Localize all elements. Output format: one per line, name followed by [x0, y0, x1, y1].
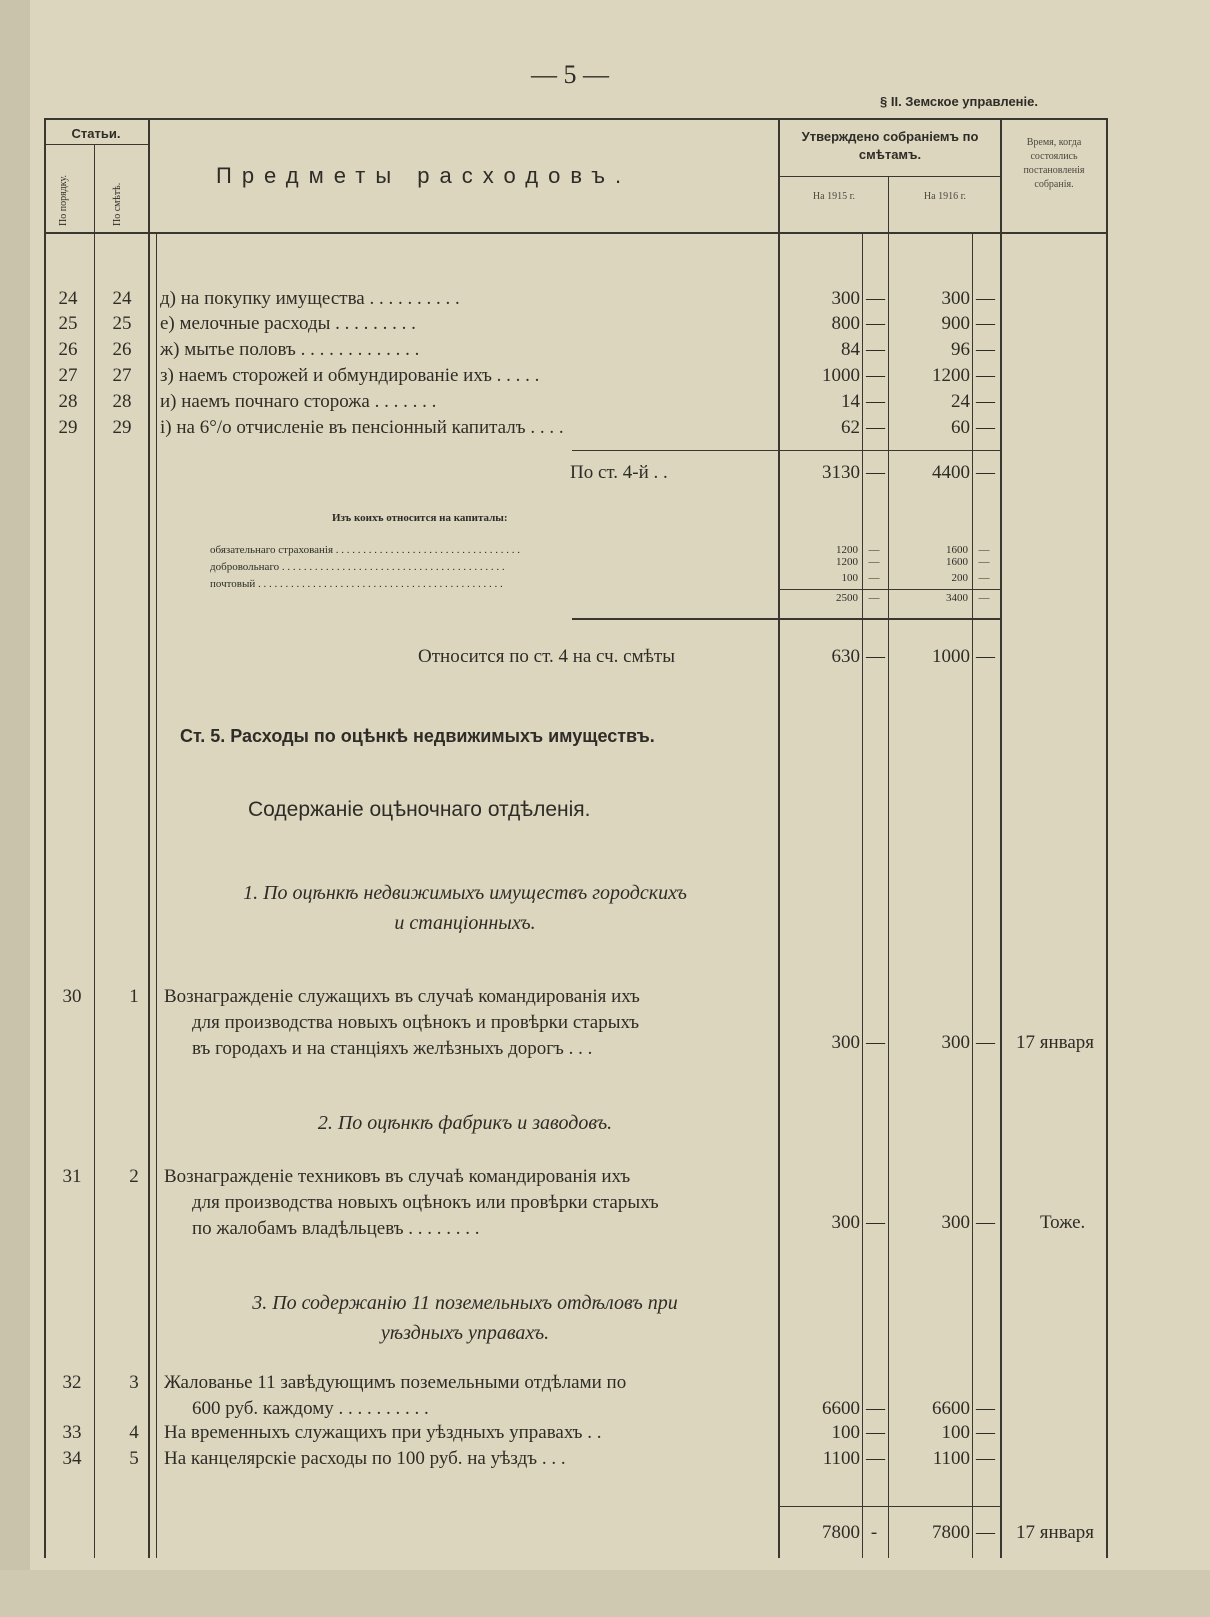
- kop-1915: —: [866, 417, 885, 438]
- row-text: На временныхъ служащихъ при уѣздныхъ управахъ . .: [164, 1422, 602, 1443]
- capital-label: обязательнаго страхованія . . . . . . . . . . . . . . . . . . . . . . . . . . . . . . . . . .: [210, 544, 520, 556]
- relates-1915: 630: [831, 646, 860, 667]
- total-st4-1915: 3130: [822, 462, 860, 483]
- row-text: з) наемъ сторожей и обмундированіе ихъ . . . . .: [160, 365, 540, 386]
- amount-1916: 1200: [932, 365, 970, 386]
- row-text: и) наемъ почнаго сторожа . . . . . . .: [160, 391, 437, 412]
- header-articles: Статьи.: [71, 126, 121, 141]
- capitals-total-1915: 2500: [836, 592, 858, 604]
- capital-label: почтовый . . . . . . . . . . . . . . . . . . . . . . . . . . . . . . . . . . . . . . . . . . . . .: [210, 578, 503, 590]
- resolution-date: 17 января: [1016, 1522, 1095, 1543]
- row-text: е) мелочные расходы . . . . . . . . .: [160, 313, 416, 334]
- kop-1915: —: [868, 544, 880, 556]
- amount-1916: 300: [941, 288, 970, 309]
- row-estimate-num: 25: [112, 313, 132, 334]
- row-estimate-num: 5: [129, 1448, 139, 1469]
- amount-1915: 100: [831, 1422, 860, 1443]
- section-title: § II. Земское управленіе.: [880, 94, 1038, 109]
- col-border-1916-kop: [972, 232, 973, 1558]
- resolution-date: 17 января: [1016, 1032, 1095, 1053]
- kop-1916: —: [978, 592, 990, 604]
- page-edge-left: [0, 0, 30, 1617]
- final-total-1915: 7800: [822, 1522, 860, 1543]
- row-text-line: по жалобамъ владѣльцевъ . . . . . . . .: [192, 1218, 480, 1239]
- header-divider-years: [780, 176, 1000, 177]
- st5-title: Ст. 5. Расходы по оцѣнкѣ недвижимыхъ имуществъ.: [180, 726, 655, 746]
- header-by-estimate: По смѣтѣ.: [112, 182, 123, 226]
- col-border-subjects: [156, 232, 157, 1558]
- subsection-3-line1: 3. По содержанію 11 поземельныхъ отдѣловъ при: [252, 1292, 678, 1314]
- subsection-1-line1: 1. По оцѣнкѣ недвижимыхъ имуществъ городскихъ: [243, 882, 687, 904]
- kop-1916: —: [976, 646, 995, 667]
- row-text: На канцелярскіе расходы по 100 руб. на уѣздъ . . .: [164, 1448, 566, 1469]
- row-text: д) на покупку имущества . . . . . . . . . .: [160, 288, 460, 309]
- row-estimate-num: 24: [112, 288, 132, 309]
- col-border-order: [94, 144, 95, 1558]
- amount-1916: 24: [951, 391, 970, 412]
- row-estimate-num: 4: [129, 1422, 139, 1443]
- row-text-line: Вознагражденіе техниковъ въ случаѣ командированія ихъ: [164, 1166, 631, 1187]
- row-order-num: 28: [58, 391, 78, 412]
- kop-1916: —: [978, 556, 990, 568]
- st5-subtitle: Содержаніе оцѣночнаго отдѣленія.: [248, 798, 591, 821]
- capital-1915: 1200: [836, 556, 858, 568]
- amount-1916: 300: [941, 1212, 970, 1233]
- row-text-line: Вознагражденіе служащихъ въ случаѣ командированія ихъ: [164, 986, 640, 1007]
- amount-1916: 100: [941, 1422, 970, 1443]
- kop-1915: —: [866, 1032, 885, 1053]
- kop-1915: -: [870, 1522, 878, 1543]
- amount-1915: 1100: [822, 1448, 860, 1469]
- kop-1915: —: [866, 313, 885, 334]
- kop-1916: —: [976, 391, 995, 412]
- amount-1915: 84: [841, 339, 860, 360]
- kop-1916: —: [976, 1522, 995, 1543]
- row-order-num: 25: [58, 313, 78, 334]
- capitals-total-1916: 3400: [946, 592, 968, 604]
- kop-1916: —: [976, 1448, 995, 1469]
- row-estimate-num: 28: [112, 391, 132, 412]
- header-by-order: По порядку.: [58, 175, 69, 226]
- row-order-num: 31: [62, 1166, 82, 1187]
- capital-label: добровольнаго . . . . . . . . . . . . . . . . . . . . . . . . . . . . . . . . . . . . . . . . .: [210, 561, 505, 573]
- kop-1915: —: [868, 572, 880, 584]
- capital-1916: 200: [951, 572, 968, 584]
- amount-1915: 800: [831, 313, 860, 334]
- kop-1915: —: [866, 391, 885, 412]
- kop-1915: —: [868, 556, 880, 568]
- kop-1916: —: [976, 417, 995, 438]
- kop-1916: —: [976, 365, 995, 386]
- row-text-line: для производства новыхъ оцѣнокъ и провѣрки старыхъ: [192, 1012, 640, 1033]
- row-estimate-num: 27: [112, 365, 132, 386]
- total-st4-label: По ст. 4-й . .: [570, 462, 668, 483]
- kop-1916: —: [976, 1422, 995, 1443]
- header-time: Время, когда состоялись постановленія собранія.: [1023, 137, 1085, 190]
- row-text-line: для производства новыхъ оцѣнокъ или провѣрки старыхъ: [192, 1192, 659, 1213]
- col-border-time: [1000, 118, 1002, 1558]
- kop-1915: —: [866, 288, 885, 309]
- kop-1915: —: [866, 1422, 885, 1443]
- kop-1915: —: [866, 646, 885, 667]
- row-estimate-num: 26: [112, 339, 132, 360]
- kop-1916: —: [976, 462, 995, 483]
- kop-1916: —: [976, 288, 995, 309]
- col-border-right: [1106, 118, 1108, 1558]
- capital-1916: 1600: [946, 556, 968, 568]
- row-text-line: 600 руб. каждому . . . . . . . . . .: [192, 1398, 429, 1419]
- kop-1915: —: [866, 1212, 885, 1233]
- header-approved: Утверждено собраніемъ по смѣтамъ.: [801, 129, 979, 162]
- row-estimate-num: 2: [129, 1166, 139, 1187]
- capital-1915: 1200: [836, 544, 858, 556]
- amount-1915: 300: [831, 288, 860, 309]
- kop-1915: —: [866, 1398, 885, 1419]
- header-bottom-border: [44, 232, 1108, 234]
- amount-1915: 14: [841, 391, 860, 412]
- subsection-1-line2: и станціонныхъ.: [394, 912, 536, 934]
- amount-1916: 1100: [932, 1448, 970, 1469]
- row-order-num: 34: [62, 1448, 82, 1469]
- col-border-1915: [778, 118, 780, 1558]
- subsection-3-line2: уѣздныхъ управахъ.: [380, 1322, 550, 1344]
- amount-1916: 96: [951, 339, 970, 360]
- total-st4-1916: 4400: [932, 462, 970, 483]
- final-rule: [780, 1506, 1000, 1507]
- amount-1915: 300: [831, 1032, 860, 1053]
- header-subjects: Предметы расходовъ.: [216, 163, 632, 188]
- subsection-2: 2. По оцѣнкѣ фабрикъ и заводовъ.: [317, 1112, 613, 1134]
- kop-1915: —: [866, 365, 885, 386]
- amount-1916: 6600: [932, 1398, 970, 1419]
- capital-1915: 100: [841, 572, 858, 584]
- final-total-1916: 7800: [932, 1522, 970, 1543]
- capitals-title: Изъ коихъ относится на капиталы:: [332, 512, 508, 524]
- kop-1916: —: [976, 1398, 995, 1419]
- amount-1915: 62: [841, 417, 860, 438]
- relates-1916: 1000: [932, 646, 970, 667]
- capitals-total-rule: [572, 618, 1000, 620]
- row-order-num: 29: [58, 417, 78, 438]
- kop-1915: —: [866, 339, 885, 360]
- col-border-estimate: [148, 118, 150, 1558]
- row-order-num: 30: [62, 986, 82, 1007]
- kop-1915: —: [866, 1448, 885, 1469]
- col-border-left: [44, 118, 46, 1558]
- kop-1916: —: [976, 1032, 995, 1053]
- row-text: і) на 6°/о отчисленіе въ пенсіонный капиталъ . . . .: [160, 417, 564, 438]
- kop-1916: —: [978, 572, 990, 584]
- amount-1916: 300: [941, 1032, 970, 1053]
- capital-1916: 1600: [946, 544, 968, 556]
- kop-1915: —: [868, 592, 880, 604]
- col-border-1916: [888, 176, 889, 1558]
- row-text: ж) мытье половъ . . . . . . . . . . . . .: [160, 339, 420, 360]
- amount-1916: 60: [951, 417, 970, 438]
- row-order-num: 33: [62, 1422, 82, 1443]
- amount-1915: 6600: [822, 1398, 860, 1419]
- row-order-num: 26: [58, 339, 78, 360]
- kop-1916: —: [976, 339, 995, 360]
- capitals-rule: [780, 589, 1000, 590]
- subtotal-rule: [572, 450, 1000, 451]
- table-top-border: [44, 118, 1108, 120]
- row-order-num: 24: [58, 288, 78, 309]
- amount-1916: 900: [941, 313, 970, 334]
- header-1916: На 1916 г.: [923, 191, 967, 202]
- kop-1916: —: [978, 544, 990, 556]
- amount-1915: 300: [831, 1212, 860, 1233]
- header-divider-articles: [44, 144, 148, 145]
- col-border-1915-kop: [862, 232, 863, 1558]
- row-estimate-num: 29: [112, 417, 132, 438]
- row-text-line: въ городахъ и на станціяхъ желѣзныхъ дорогъ . . .: [192, 1038, 593, 1059]
- header-1915: На 1915 г.: [812, 191, 856, 202]
- row-order-num: 32: [62, 1372, 82, 1393]
- page-edge-bottom: [0, 1570, 1210, 1617]
- kop-1916: —: [976, 313, 995, 334]
- kop-1916: —: [976, 1212, 995, 1233]
- row-order-num: 27: [58, 365, 78, 386]
- resolution-date: Тоже.: [1040, 1212, 1086, 1233]
- row-estimate-num: 3: [129, 1372, 139, 1393]
- kop-1915: —: [866, 462, 885, 483]
- row-text-line: Жалованье 11 завѣдующимъ поземельными отдѣлами по: [164, 1372, 627, 1393]
- amount-1915: 1000: [822, 365, 860, 386]
- relates-label: Относится по ст. 4 на сч. смѣты: [418, 646, 676, 667]
- row-estimate-num: 1: [129, 986, 139, 1007]
- page-number: — 5 —: [531, 60, 609, 89]
